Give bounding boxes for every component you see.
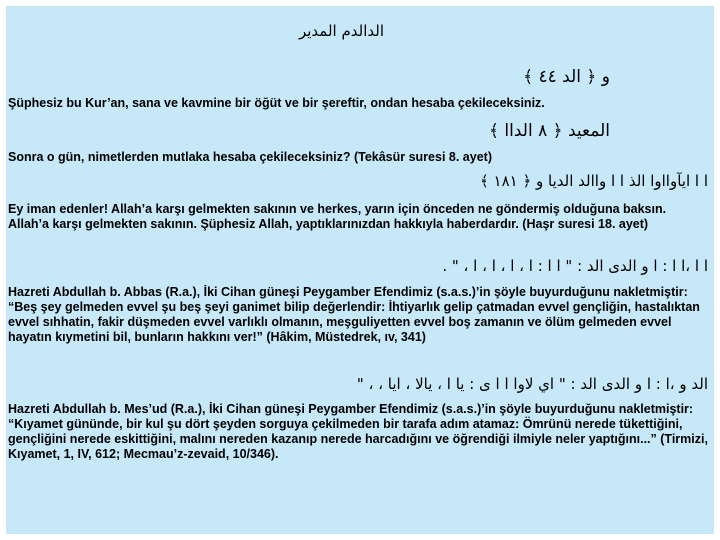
verse-1-arabic: و ﴿ الد ٤٤ ﴾ xyxy=(523,67,610,87)
verse-3-translation: Ey iman edenler! Allah’a karşı gelmekten sakının ve herkes, yarın için önceden ne göndermiş olduğuna baksın. Allah’a karşı gelmekten sakının. Şüphesiz Allah, yaptıklarınızdan hakkıyla haberdardır. (Haşr suresi 18. ayet) xyxy=(8,202,667,231)
verse-2-arabic: المعيد ﴿ ٨ الداا ﴾ xyxy=(489,121,610,141)
verse-1-translation: Şüphesiz bu Kur’an, sana ve kavmine bir öğüt ve bir şereftir, ondan hesaba çekileceksiniz. xyxy=(8,96,545,110)
hadith-2-translation: Hazreti Abdullah b. Mes’ud (R.a.), İki Cihan güneşi Peygamber Efendimiz (s.a.s.)’in şöyle buyurduğunu nakletmiştir: “Kıyamet gününde, bir kul şu dört şeyden sorguya çekilmeden bir tarafa adım atamaz: Ömrünü nerede tükettiğini, gençliğini nerede eskittiğini, malını nereden kazanıp nerede harcadığını ve öğrendiği ilmiyle neler yaptığını...” (Tirmizi, Kıyamet, 1, IV, 612; Mecmau’z-zevaid, 10/346). xyxy=(8,402,708,461)
header-arabic: الدالدم المدير xyxy=(298,22,384,40)
verse-3-arabic: ا ا ايآوااوا الذ ا ا واالد الديا و ﴿ ١٨١ ﴾ xyxy=(479,172,708,190)
hadith-1-arabic: ا ا ،ا ا : ا و الدى الد : " ا ا : ا ، ا ، ا ، ا ، " . xyxy=(442,257,708,275)
hadith-1-translation: Hazreti Abdullah b. Abbas (R.a.), İki Cihan güneşi Peygamber Efendimiz (s.a.s.)’in şöyle buyurduğunu nakletmiştir: “Beş şey gelmeden evvel şu beş şeyi ganimet bilip değerlendir: İhtiyarlık gelip çatmadan evvel gençliğin, hastalıktan evvel sıhhatin, fakir düşmeden evvel varlıklı olmanın, meşguliyetten evvel boş zamanın ve ölüm gelmeden evvel hayatın kıymetini bil, bunların hakkını ver!” (Hâkim, Müstedrek, ıv, 341) xyxy=(8,285,700,344)
hadith-2-arabic: الد و ،ا : ا و الدى الد : " اي لاوا ا ا ى : يا ا ، يالا ، ايا ، ، " xyxy=(356,375,708,393)
verse-2-translation: Sonra o gün, nimetlerden mutlaka hesaba çekileceksiniz? (Tekâsür suresi 8. ayet) xyxy=(8,150,492,164)
